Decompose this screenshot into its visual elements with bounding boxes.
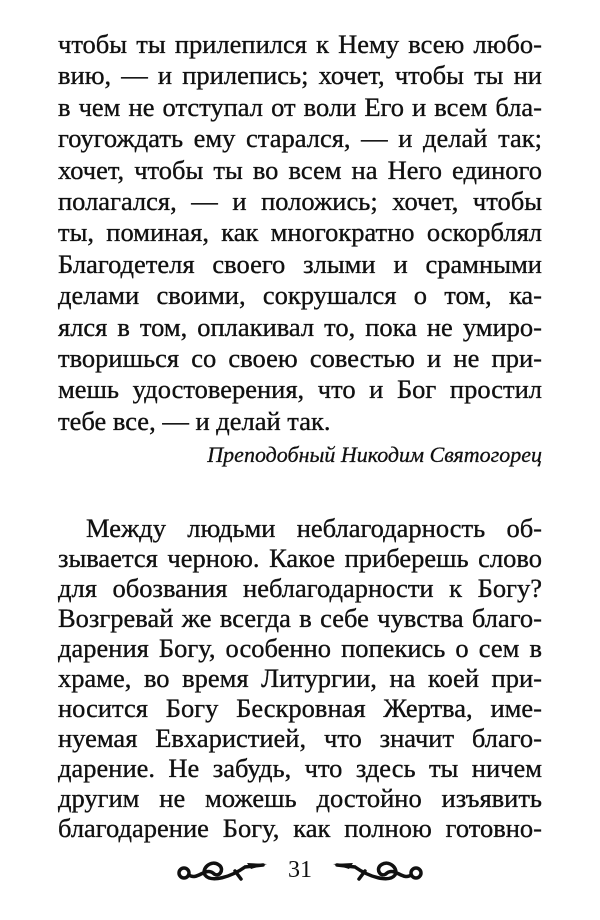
text-line: нуемая Евхаристией, что значит благо-: [58, 723, 542, 753]
text-line: для обозвания неблагодарности к Богу?: [58, 573, 542, 603]
text-line: полагался, — и положись; хочет, чтобы: [58, 185, 542, 216]
text-line: в чем не отступал от воли Его и всем бла-: [58, 91, 542, 122]
text-line: тебе все, — и делай так.: [58, 405, 331, 436]
text-line: зывается черною. Какое приберешь слово: [58, 543, 542, 573]
text-line: ты, поминая, как многократно оскорблял: [58, 217, 542, 248]
text-line: Возгревай же всегда в себе чувства благо-: [58, 603, 542, 633]
text-line: дарения Богу, особенно попекись о сем в: [58, 633, 542, 663]
page-footer: [0, 855, 600, 885]
text-line: Между людьми неблагодарность об-: [86, 513, 542, 543]
left-ornament-icon: [175, 855, 270, 885]
text-line: гоугождать ему старался, — и делай так;: [58, 123, 542, 154]
attribution: Преподобный Никодим Святогорец: [207, 442, 542, 467]
text-line: хочет, чтобы ты во всем на Него единого: [58, 154, 542, 185]
text-line: другим не можешь достойно изъявить: [58, 783, 542, 813]
text-line: вию, — и прилепись; хочет, чтобы ты ни: [58, 60, 542, 91]
page-number: 31: [288, 856, 312, 883]
text-line: дарение. Не забудь, что здесь ты ничем: [58, 753, 542, 783]
text-line: храме, во время Литургии, на коей при-: [58, 663, 542, 693]
text-line: творишься со своею совестью и не при-: [58, 342, 542, 373]
text-line: носится Богу Бескровная Жертва, име-: [58, 693, 542, 723]
text-line: благодарение Богу, как полною готовно-: [58, 813, 542, 843]
text-line: мешь удостоверения, что и Бог простил: [58, 374, 542, 405]
paragraph-1: [58, 29, 542, 437]
text-line: чтобы ты прилепился к Нему всею любо-: [58, 29, 542, 59]
text-line: ялся в том, оплакивал то, пока не умиро-: [58, 311, 542, 342]
text-line: делами своими, сокрушался о том, ка-: [58, 280, 542, 311]
paragraph-2: [58, 513, 542, 843]
text-line: Благодетеля своего злыми и срамными: [58, 248, 542, 279]
right-ornament-icon: [330, 855, 425, 885]
